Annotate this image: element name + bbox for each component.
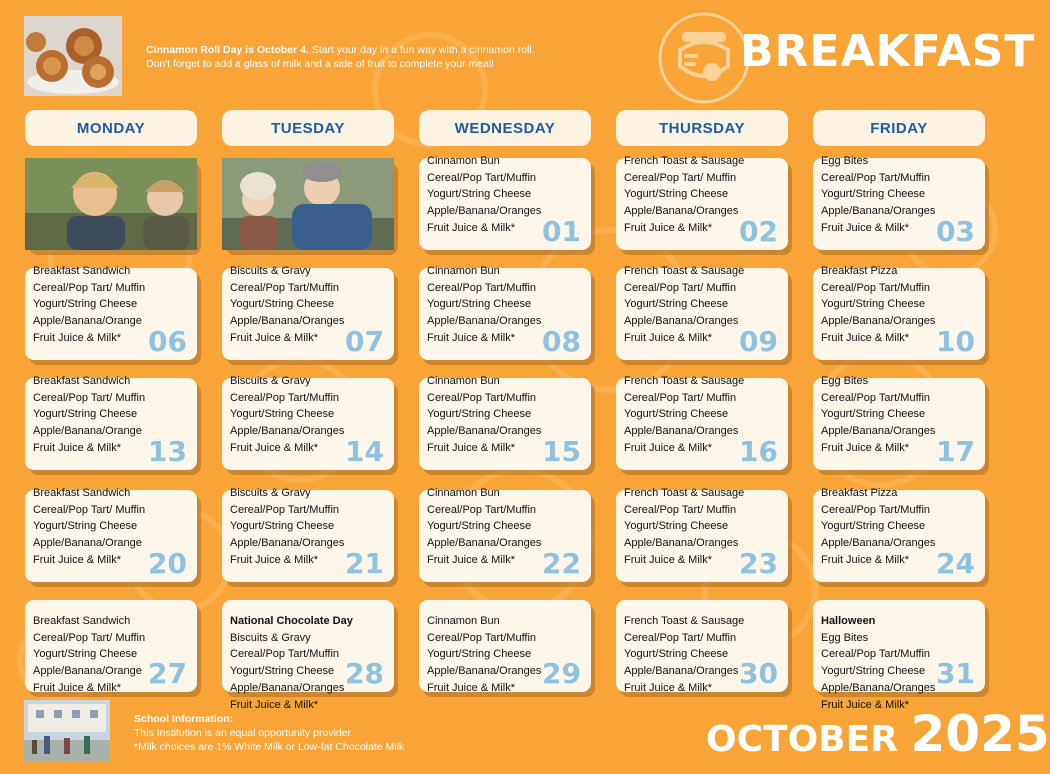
menu-item: Cereal/Pop Tart/ Muffin	[624, 391, 737, 404]
menu-item: Apple/Banana/Oranges	[821, 315, 936, 328]
menu-item: Fruit Juice & Milk*	[821, 553, 910, 566]
day-cell-20	[25, 487, 197, 582]
menu-item: Apple/Banana/Oranges	[230, 425, 345, 438]
menu-item: Cereal/Pop Tart/Muffin	[427, 391, 537, 404]
menu-item: Cereal/Pop Tart/Muffin	[821, 391, 931, 404]
menu-item: Fruit Juice & Milk*	[624, 441, 713, 454]
menu-item: Fruit Juice & Milk*	[427, 221, 516, 234]
school-info	[134, 712, 404, 754]
menu-item: Apple/Banana/Orange	[33, 425, 142, 438]
date-number: 30	[739, 657, 778, 690]
date-number: 16	[739, 435, 778, 468]
menu-item: Apple/Banana/Oranges	[230, 315, 345, 328]
date-number: 13	[148, 435, 187, 468]
menu-item: Apple/Banana/Oranges	[624, 205, 739, 218]
kids-photo-2	[222, 158, 394, 250]
date-number: 14	[345, 435, 384, 468]
menu-item: Yogurt/String Cheese	[427, 648, 532, 661]
day-header-tuesday: TUESDAY	[222, 110, 394, 146]
date-number: 10	[936, 325, 975, 358]
menu-item: Breakfast Sandwich	[33, 487, 131, 499]
menu-item: Breakfast Sandwich	[33, 615, 131, 627]
menu-item: Egg Bites	[821, 155, 869, 167]
menu-item: Cereal/Pop Tart/ Muffin	[624, 281, 737, 294]
day-cell-31	[813, 600, 985, 711]
menu-item: Cereal/Pop Tart/Muffin	[427, 281, 537, 294]
special-day-label: National Chocolate Day	[230, 615, 353, 627]
menu-item: Biscuits & Gravy	[230, 631, 311, 644]
day-cell-07	[222, 265, 394, 360]
menu-item: Yogurt/String Cheese	[821, 520, 926, 533]
menu-item: Fruit Juice & Milk*	[230, 441, 319, 454]
menu-item: Fruit Juice & Milk*	[427, 553, 516, 566]
menu-item: Apple/Banana/Oranges	[427, 537, 542, 550]
menu-item: Apple/Banana/Orange	[33, 665, 142, 678]
school-photo	[24, 700, 110, 762]
menu-item: Fruit Juice & Milk*	[230, 698, 319, 711]
menu-item: Yogurt/String Cheese	[33, 298, 138, 311]
day-cell-22	[419, 487, 591, 582]
day-cell-27	[25, 600, 197, 692]
menu-item: Egg Bites	[821, 631, 869, 644]
menu-item: Cereal/Pop Tart/ Muffin	[33, 631, 146, 644]
menu-item: Fruit Juice & Milk*	[821, 221, 910, 234]
day-cell-08	[419, 265, 591, 360]
menu-item: Yogurt/String Cheese	[624, 648, 729, 661]
date-number: 03	[936, 215, 975, 248]
date-number: 31	[936, 657, 975, 690]
menu-item: Fruit Juice & Milk*	[624, 553, 713, 566]
year-label: 2025	[910, 705, 1050, 763]
day-cell-29	[419, 600, 591, 692]
menu-item: Cinnamon Bun	[427, 155, 500, 167]
date-number: 15	[542, 435, 581, 468]
menu-item: Cereal/Pop Tart/Muffin	[821, 648, 931, 661]
menu-item: Fruit Juice & Milk*	[427, 331, 516, 344]
menu-item: Yogurt/String Cheese	[33, 648, 138, 661]
menu-item: Breakfast Pizza	[821, 265, 898, 277]
menu-item: Yogurt/String Cheese	[230, 520, 335, 533]
menu-item: Fruit Juice & Milk*	[230, 331, 319, 344]
menu-item: Yogurt/String Cheese	[821, 298, 926, 311]
menu-item: Cinnamon Bun	[427, 487, 500, 499]
menu-item: Fruit Juice & Milk*	[624, 681, 713, 694]
menu-item: Cereal/Pop Tart/Muffin	[230, 503, 340, 516]
date-number: 24	[936, 547, 975, 580]
menu-item: Yogurt/String Cheese	[821, 188, 926, 201]
menu-item: Yogurt/String Cheese	[427, 520, 532, 533]
menu-item: French Toast & Sausage	[624, 265, 745, 277]
day-header-thursday: THURSDAY	[616, 110, 788, 146]
menu-item: Yogurt/String Cheese	[33, 520, 138, 533]
day-cell-23	[616, 487, 788, 582]
menu-item: Cereal/Pop Tart/Muffin	[427, 171, 537, 184]
date-number: 07	[345, 325, 384, 358]
menu-item: Yogurt/String Cheese	[230, 408, 335, 421]
menu-item: Apple/Banana/Oranges	[624, 537, 739, 550]
menu-item: Cinnamon Bun	[427, 375, 500, 387]
menu-item: Cereal/Pop Tart/ Muffin	[33, 281, 146, 294]
menu-item: Yogurt/String Cheese	[427, 188, 532, 201]
day-cell-14	[222, 375, 394, 470]
menu-item: Yogurt/String Cheese	[821, 665, 926, 678]
menu-item: Yogurt/String Cheese	[230, 665, 335, 678]
menu-item: Apple/Banana/Oranges	[427, 315, 542, 328]
menu-item: Yogurt/String Cheese	[821, 408, 926, 421]
menu-item: Cereal/Pop Tart/ Muffin	[624, 171, 737, 184]
menu-item: Yogurt/String Cheese	[427, 298, 532, 311]
day-cell-28	[222, 600, 394, 711]
date-number: 08	[542, 325, 581, 358]
day-cell-06	[25, 265, 197, 360]
menu-item: Apple/Banana/Oranges	[230, 537, 345, 550]
day-header-monday: MONDAY	[25, 110, 197, 146]
menu-item: Cereal/Pop Tart/Muffin	[821, 171, 931, 184]
menu-item: French Toast & Sausage	[624, 615, 745, 627]
school-info-title: School Information:	[134, 713, 234, 725]
day-cell-13	[25, 375, 197, 470]
menu-item: Apple/Banana/Oranges	[624, 315, 739, 328]
menu-item: Apple/Banana/Oranges	[427, 425, 542, 438]
menu-item: Fruit Juice & Milk*	[821, 698, 910, 711]
menu-item: Cereal/Pop Tart/Muffin	[230, 648, 340, 661]
intro-bold: Cinnamon Roll Day is October 4.	[146, 44, 309, 56]
intro-text	[146, 43, 616, 71]
date-number: 21	[345, 547, 384, 580]
menu-item: Apple/Banana/Oranges	[427, 205, 542, 218]
menu-item: Yogurt/String Cheese	[624, 188, 729, 201]
menu-item: Cereal/Pop Tart/Muffin	[427, 503, 537, 516]
menu-item: Fruit Juice & Milk*	[33, 553, 122, 566]
school-info-line1: This Institution is an equal opportunity provider.	[134, 727, 354, 739]
menu-item: Fruit Juice & Milk*	[624, 221, 713, 234]
breakfast-logo-icon	[656, 10, 752, 106]
menu-item: Apple/Banana/Oranges	[821, 205, 936, 218]
day-cell-30	[616, 600, 788, 692]
school-info-line2: *Milk choices are 1% White Milk or Low-fat Chocolate Milk	[134, 741, 405, 753]
month-year-title	[706, 706, 1050, 768]
date-number: 29	[542, 657, 581, 690]
day-cell-01	[419, 155, 591, 250]
menu-item: Yogurt/String Cheese	[427, 408, 532, 421]
cinnamon-roll-photo	[24, 16, 122, 96]
menu-item: Apple/Banana/Oranges	[624, 665, 739, 678]
day-cell-24	[813, 487, 985, 582]
menu-item: Cinnamon Bun	[427, 265, 500, 277]
date-number: 28	[345, 657, 384, 690]
menu-item: Cereal/Pop Tart/Muffin	[230, 281, 340, 294]
menu-item: Fruit Juice & Milk*	[33, 331, 122, 344]
menu-item: Cereal/Pop Tart/ Muffin	[33, 391, 146, 404]
day-header-wednesday: WEDNESDAY	[419, 110, 591, 146]
menu-item: Egg Bites	[821, 375, 869, 387]
date-number: 09	[739, 325, 778, 358]
menu-item: Apple/Banana/Oranges	[821, 681, 936, 694]
menu-item: French Toast & Sausage	[624, 487, 745, 499]
menu-item: Fruit Juice & Milk*	[821, 441, 910, 454]
menu-item: French Toast & Sausage	[624, 155, 745, 167]
day-header-friday: FRIDAY	[813, 110, 985, 146]
date-number: 22	[542, 547, 581, 580]
menu-item: Breakfast Sandwich	[33, 265, 131, 277]
day-cell-17	[813, 375, 985, 470]
menu-item: Biscuits & Gravy	[230, 487, 311, 499]
menu-item: Apple/Banana/Oranges	[821, 425, 936, 438]
month-label: OCTOBER	[706, 719, 898, 760]
day-cell-03	[813, 155, 985, 250]
menu-item: Breakfast Sandwich	[33, 375, 131, 387]
menu-item: Cereal/Pop Tart/Muffin	[821, 503, 931, 516]
menu-item: Cereal/Pop Tart/Muffin	[821, 281, 931, 294]
menu-item: Fruit Juice & Milk*	[230, 553, 319, 566]
menu-item: Fruit Juice & Milk*	[427, 681, 516, 694]
date-number: 02	[739, 215, 778, 248]
menu-item: Apple/Banana/Oranges	[230, 681, 345, 694]
menu-item: Fruit Juice & Milk*	[624, 331, 713, 344]
date-number: 01	[542, 215, 581, 248]
menu-item: Apple/Banana/Oranges	[624, 425, 739, 438]
menu-item: Biscuits & Gravy	[230, 265, 311, 277]
day-cell-16	[616, 375, 788, 470]
menu-item: Apple/Banana/Oranges	[821, 537, 936, 550]
day-cell-21	[222, 487, 394, 582]
menu-item: Fruit Juice & Milk*	[821, 331, 910, 344]
day-cell-15	[419, 375, 591, 470]
menu-item: Yogurt/String Cheese	[33, 408, 138, 421]
date-number: 17	[936, 435, 975, 468]
day-cell-10	[813, 265, 985, 360]
menu-item: Fruit Juice & Milk*	[33, 681, 122, 694]
special-day-label: Halloween	[821, 615, 876, 627]
menu-item: Cinnamon Bun	[427, 615, 500, 627]
menu-item: Biscuits & Gravy	[230, 375, 311, 387]
kids-photo-1	[25, 158, 197, 250]
day-cell-02	[616, 155, 788, 250]
menu-item: Yogurt/String Cheese	[230, 298, 335, 311]
menu-item: Apple/Banana/Orange	[33, 537, 142, 550]
menu-item: Apple/Banana/Oranges	[427, 665, 542, 678]
intro-line2: Don't forget to add a glass of milk and a side of fruit to complete your meal!	[146, 58, 495, 70]
menu-item: Cereal/Pop Tart/ Muffin	[33, 503, 146, 516]
intro-rest: Start your day in a fun way with a cinnamon roll.	[308, 44, 535, 56]
menu-item: Breakfast Pizza	[821, 487, 898, 499]
menu-item: Yogurt/String Cheese	[624, 408, 729, 421]
day-cell-09	[616, 265, 788, 360]
date-number: 23	[739, 547, 778, 580]
menu-item: Cereal/Pop Tart/ Muffin	[624, 503, 737, 516]
brand-title: BREAKFAST	[740, 26, 1036, 77]
menu-item: Cereal/Pop Tart/ Muffin	[624, 631, 737, 644]
menu-item: Fruit Juice & Milk*	[33, 441, 122, 454]
menu-item: Cereal/Pop Tart/Muffin	[230, 391, 340, 404]
menu-item: Yogurt/String Cheese	[624, 298, 729, 311]
date-number: 20	[148, 547, 187, 580]
menu-item: Cereal/Pop Tart/Muffin	[427, 631, 537, 644]
date-number: 27	[148, 657, 187, 690]
menu-item: Apple/Banana/Orange	[33, 315, 142, 328]
menu-item: Yogurt/String Cheese	[624, 520, 729, 533]
menu-item: French Toast & Sausage	[624, 375, 745, 387]
menu-item: Fruit Juice & Milk*	[427, 441, 516, 454]
date-number: 06	[148, 325, 187, 358]
